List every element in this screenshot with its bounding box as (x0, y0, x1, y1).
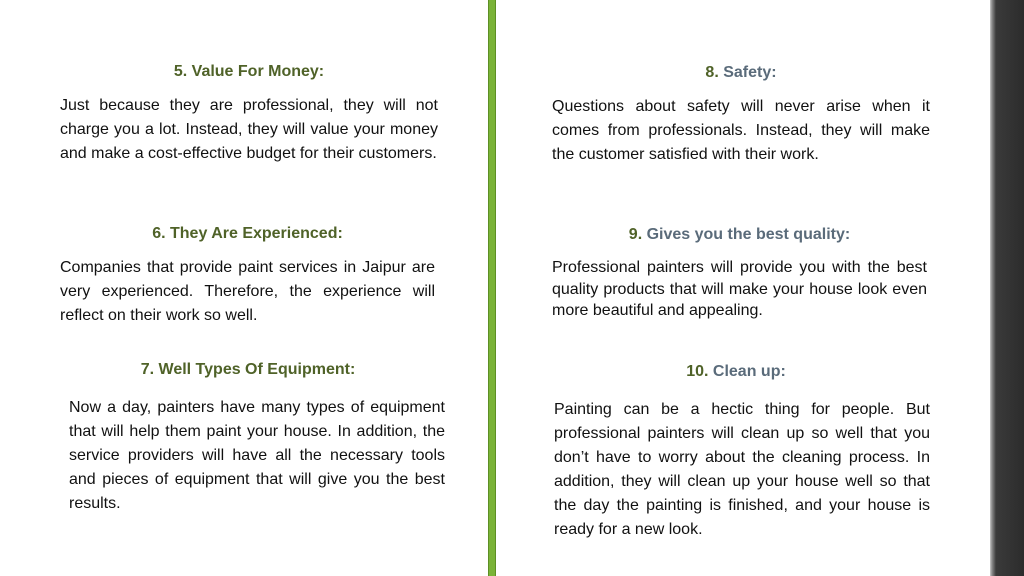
section-number: 10. (686, 363, 709, 380)
section-title: Clean up: (712, 363, 786, 380)
section-body: Companies that provide paint services in Jaipur are very experienced. Therefore, the experience will reflect on their work so well. (60, 259, 435, 324)
section-number: 8. (705, 64, 719, 81)
section-heading: 7. Well Types Of Equipment: (140, 361, 356, 378)
section-heading (552, 63, 930, 83)
right-edge-border (990, 0, 1024, 576)
section-heading: 5. Value For Money: (173, 63, 325, 80)
section-body: Professional painters will provide you with the best quality products that will make your house look even more beautiful and appealing. (552, 259, 927, 319)
section-equipment (69, 360, 445, 516)
section-heading (552, 225, 927, 245)
section-experienced (60, 224, 435, 328)
section-best-quality (552, 225, 927, 322)
section-value-for-money (60, 62, 438, 166)
section-title: Safety: (723, 64, 777, 81)
section-body: Painting can be a hectic thing for people. But professional painters will clean up so well that you don’t have to worry about the cleaning process. In addition, they will clean up your house well so that the day the painting is finished, and your house is ready for a new look. (554, 401, 930, 538)
section-title: Gives you the best quality: (646, 226, 851, 243)
section-body: Now a day, painters have many types of equipment that will help them paint your house. In addition, the service providers will have all the necessary tools and pieces of equipment that will give you the best results. (69, 399, 445, 512)
section-body: Questions about safety will never arise when it comes from professionals. Instead, they will make the customer satisfied with their work. (552, 98, 930, 163)
center-divider (488, 0, 496, 576)
section-body: Just because they are professional, they will not charge you a lot. Instead, they will value your money and make a cost-effective budget for their customers. (60, 97, 438, 162)
section-heading (542, 362, 930, 382)
section-safety (552, 63, 930, 167)
section-heading: 6. They Are Experienced: (152, 225, 343, 242)
section-clean-up (554, 362, 930, 542)
section-number: 9. (628, 226, 643, 243)
